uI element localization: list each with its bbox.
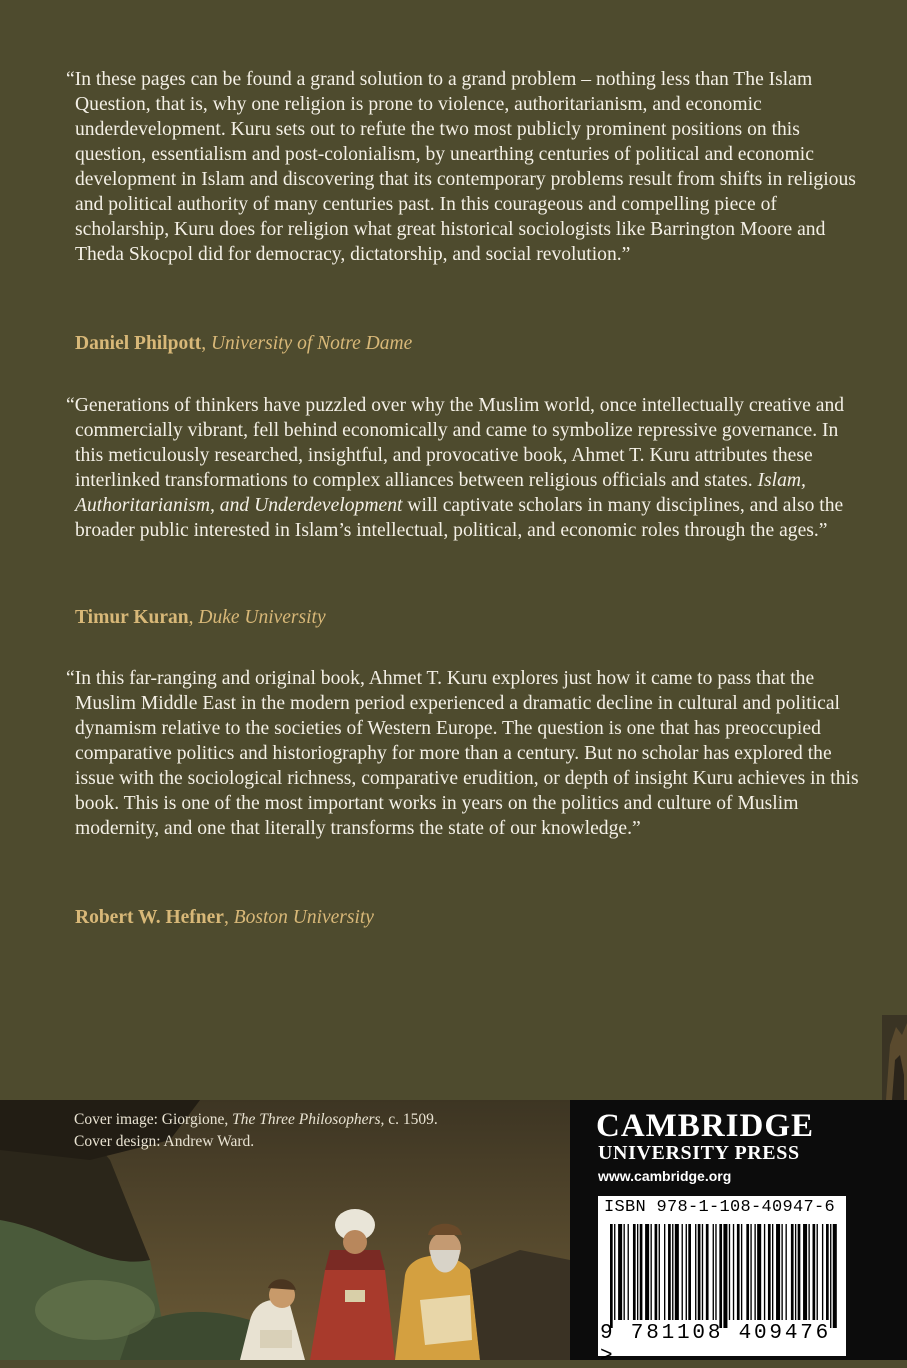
barcode-bar [713,1224,714,1320]
cover-credits [74,1109,438,1153]
book-title: Islam, Authoritarianism, and Underdevelopment [75,470,806,516]
reviewer-institution: Duke University [198,607,326,628]
reviewer-name: Daniel Philpott [75,333,202,354]
barcode-bar [772,1224,773,1320]
quote-hefner: “In this far-ranging and original book, Ahmet T. Kuru explores just how it came to pass that the Muslim Middle East in the modern period experienced a dramatic decline in cultural and political dynamism relative to the societies of Western Europe. The question is one that has preoccupied comparative politics and historiography for more than a century. But no scholar has explored the issue with the sociological richness, comparative erudition, or depth of insight Kuru achieves in this book. This is one of the most important works in years on the politics and culture of Muslim modernity, and one that literally transforms the state of our knowledge.” [66,668,859,839]
reviewer-institution: University of Notre Dame [210,333,413,354]
barcode-bar [686,1224,687,1320]
reviewer-name: Timur Kuran [75,607,189,628]
quote-text-part: will captivate scholars in many disciplines, and also the broader public interested in Islam’s intellectual, political, and economic roles through the ages.” [75,495,844,541]
isbn-number: ISBN 978-1-108-40947-6 [604,1198,836,1217]
credit-label: Cover image: Giorgione, [74,1111,233,1128]
barcode-bar [633,1224,636,1320]
barcode-bar [655,1224,658,1320]
barcode-bar [610,1224,613,1328]
image-credit [74,1109,438,1131]
barcode-bar [723,1224,727,1328]
barcode-bar [737,1224,740,1320]
barcode-bar [645,1224,649,1320]
barcode-bar [719,1224,722,1328]
publisher-name: CAMBRIDGE [596,1108,815,1144]
barcode-bar [764,1224,765,1320]
barcode-bar [702,1224,703,1320]
barcode-bar [640,1224,643,1320]
barcode-bar [688,1224,691,1320]
barcode-bar [813,1224,816,1320]
reviewer-institution: Boston University [233,907,374,928]
barcode-bar [695,1224,696,1320]
barcode-bar [698,1224,701,1320]
barcode-bar [822,1224,823,1320]
attribution-hefner: Robert W. Hefner, Boston University [75,907,374,928]
barcode-bar [682,1224,683,1320]
barcode-bar [715,1224,716,1320]
barcode-bar [624,1224,625,1320]
barcode-bar [750,1224,751,1320]
barcode-bar [628,1224,629,1320]
barcode-bar [746,1224,749,1320]
barcode-bar [795,1224,796,1320]
barcode-bar [618,1224,622,1320]
barcode-bar [668,1224,671,1320]
barcode-bar [729,1224,730,1320]
barcode-bar [757,1224,761,1320]
isbn-barcode [598,1196,846,1368]
painting-edge-fragment [882,1015,907,1100]
quote-kuran [66,393,865,543]
barcode-bar [651,1224,652,1320]
barcode-bar [768,1224,771,1320]
barcode-bar [664,1224,665,1320]
barcode-bar [741,1224,742,1320]
barcode-bar [659,1224,660,1320]
barcode-bar [754,1224,755,1320]
attribution-philpott: Daniel Philpott, University of Notre Dame [75,333,413,354]
barcode-bar [826,1224,829,1320]
barcode-bar [786,1224,787,1320]
barcode-bar [833,1224,837,1328]
barcode-bar [733,1224,734,1320]
barcode-bar [803,1224,807,1320]
barcode-bar [776,1224,780,1320]
barcode-bar [830,1224,831,1328]
quote-philpott: “In these pages can be found a grand solution to a grand problem – nothing less than The Islam Question, that is, why one religion is prone to violence, authoritarianism, and economic underdevelopment. Kuru sets out to refute the two most publicly prominent positions on this question, essentialism and post-colonialism, by unearthing centuries of political and economic development in Islam and discovering that its contemporary problems result from shifts in religious and political authority of many centuries past. In this courageous and compelling piece of scholarship, Kuru does for religion what great historical sociologists like Barrington Moore and Theda Skocpol did for democracy, dictatorship, and social revolution.” [66,69,856,265]
barcode-bar [637,1224,638,1320]
quote-text-part: “Generations of thinkers have puzzled over why the Muslim world, once intellectually creative and commercially vibrant, fell behind economically and came to symbolize repressive governance. In this meticulously researched, insightful, and provocative book, Ahmet T. Kuru attributes these interlinked transformations to complex alliances between religious officials and states. [66,395,845,491]
publisher-url[interactable]: www.cambridge.org [598,1168,732,1184]
barcode-bar [791,1224,794,1320]
painting-date: , c. 1509. [380,1111,438,1128]
barcode-bar [781,1224,782,1320]
barcode-bar [706,1224,709,1320]
publisher-panel [570,1100,907,1368]
barcode-bar [672,1224,673,1320]
barcode-bar [808,1224,809,1320]
barcode-digits: 9 781108 409476 > [600,1322,832,1368]
design-credit: Cover design: Andrew Ward. [74,1133,255,1150]
publisher-subtitle: UNIVERSITY PRESS [598,1142,800,1164]
painting-title: The Three Philosophers [232,1111,381,1128]
reviewer-name: Robert W. Hefner [75,907,224,928]
attribution-kuran: Timur Kuran, Duke University [75,607,326,628]
barcode-bar [675,1224,679,1320]
barcode-bar [798,1224,801,1320]
barcode-bar [614,1224,615,1320]
barcode-bar [817,1224,818,1320]
